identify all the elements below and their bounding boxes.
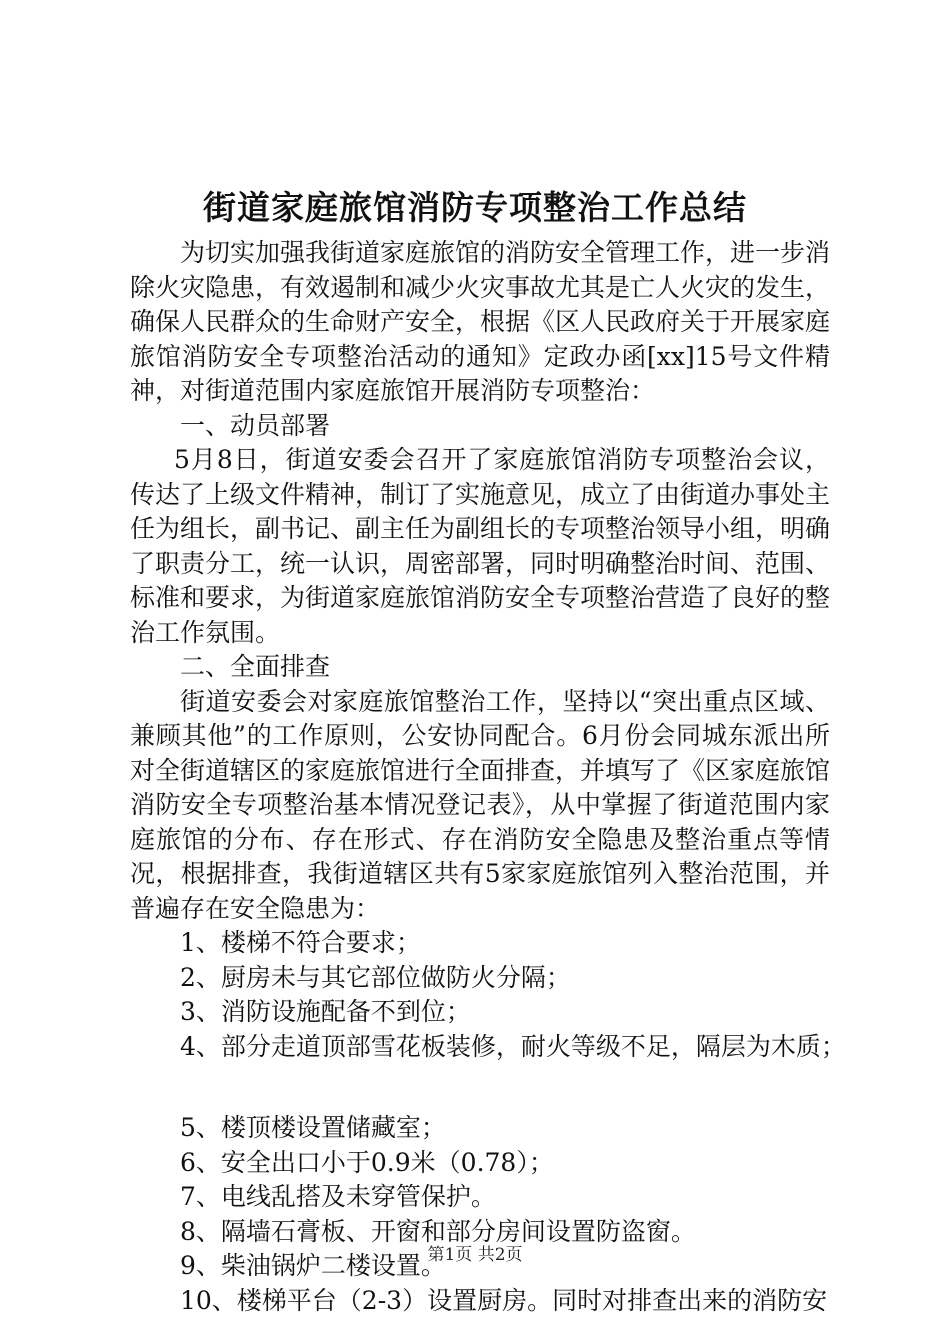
- hazard-list-item: 8、隔墙石膏板、开窗和部分房间设置防盗窗。: [180, 1216, 696, 1246]
- hazard-list-item: 7、电线乱搭及未穿管保护。: [180, 1182, 496, 1211]
- hazard-list-item: 2、厨房未与其它部位做防火分隔；: [180, 962, 571, 992]
- blank-line: [130, 1064, 830, 1111]
- section-paragraph-mobilization: 5月8日，街道安委会召开了家庭旅馆消防专项整治会议，传达了上级文件精神，制订了实施意见，成立了由街道办事处主任为组长，副书记、副主任为副组长的专项整治领导小组，明确了职责分工，统一认识，周密部署，同时明确整治时间、范围、标准和要求，为街道家庭旅馆消防安全专项整治营造了良好的整治工作氛围。: [130, 445, 831, 647]
- page-footer: 第1页 共2页: [427, 1245, 523, 1265]
- document-body: [130, 236, 846, 1318]
- hazard-list-item: 6、安全出口小于0.9米（0.78）；: [180, 1147, 554, 1177]
- hazard-list-item: 10、楼梯平台（2-3）设置厨房。同时对排查出来的消防安: [180, 1285, 828, 1315]
- document-title: 街道家庭旅馆消防专项整治工作总结: [203, 188, 747, 227]
- hazard-list-item: 5、楼顶楼设置储藏室；: [180, 1113, 446, 1142]
- hazard-list-item: 9、柴油锅炉二楼设置。: [180, 1251, 446, 1280]
- section-paragraph-inspection: 街道安委会对家庭旅馆整治工作，坚持以“突出重点区域、兼顾其他”的工作原则，公安协同配合。6月份会同城东派出所对全街道辖区的家庭旅馆进行全面排查，并填写了《区家庭旅馆消防安全专项整治基本情况登记表》，从中掌握了街道范围内家庭旅馆的分布、存在形式、存在消防安全隐患及整治重点等情况，根据排查，我街道辖区共有5家家庭旅馆列入整治范围，并普遍存在安全隐患为：: [130, 686, 831, 923]
- hazard-list-item: 4、部分走道顶部雪花板装修，耐火等级不足，隔层为木质；: [180, 1031, 846, 1061]
- section-heading-mobilization: 一、动员部署: [180, 410, 331, 440]
- section-heading-inspection: 二、全面排查: [180, 652, 331, 681]
- intro-paragraph: 为切实加强我街道家庭旅馆的消防安全管理工作，进一步消除火灾隐患，有效遏制和减少火灾事故尤其是亡人火灾的发生，确保人民群众的生命财产安全，根据《区人民政府关于开展家庭旅馆消防安全专项整治活动的通知》定政办函[xx]15号文件精神，对街道范围内家庭旅馆开展消防专项整治：: [130, 238, 831, 405]
- hazard-list-item: 3、消防设施配备不到位；: [180, 997, 471, 1026]
- hazard-list-item: 1、楼梯不符合要求；: [180, 928, 421, 957]
